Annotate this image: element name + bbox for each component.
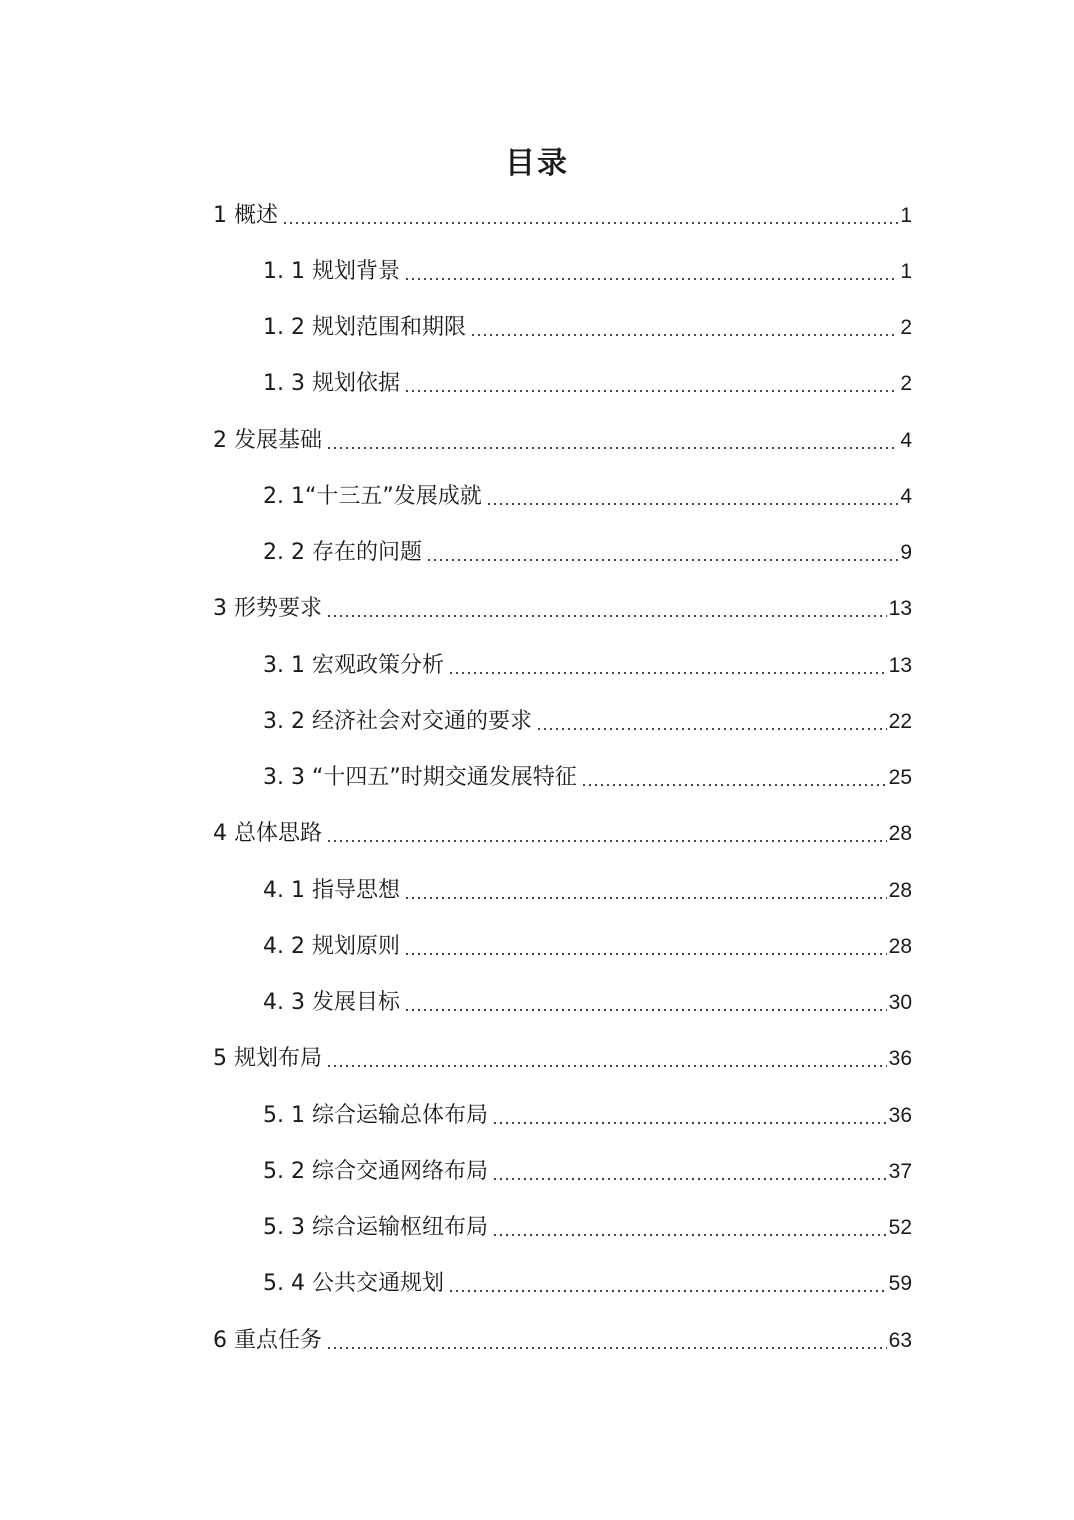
toc-entry[interactable]	[263, 927, 912, 967]
toc-dot-leader	[486, 503, 899, 505]
toc-dot-leader	[404, 897, 887, 899]
toc-page-number: 30	[888, 991, 912, 1014]
toc-entry[interactable]	[213, 1039, 912, 1079]
toc-page-number: 4	[900, 485, 912, 508]
toc-dot-leader	[536, 728, 887, 730]
page-title: 目录	[505, 146, 569, 181]
toc-entry-label: 3. 2 经济社会对交通的要求	[263, 709, 532, 734]
toc-entry[interactable]	[263, 252, 912, 292]
toc-dot-leader	[426, 559, 898, 561]
toc-page-number: 52	[888, 1216, 912, 1239]
toc-dot-leader	[492, 1122, 887, 1124]
toc-entry-label: 4. 2 规划原则	[263, 934, 400, 959]
toc-page-number: 28	[888, 879, 912, 902]
toc-page-number: 25	[888, 766, 912, 789]
toc-entry[interactable]	[263, 758, 912, 798]
toc-dot-leader	[448, 672, 887, 674]
toc-entry[interactable]	[263, 364, 912, 404]
toc-page-number: 36	[888, 1104, 912, 1127]
toc-entry-label: 3. 3 “十四五”时期交通发展特征	[263, 765, 577, 790]
toc-entry-label: 6 重点任务	[213, 1328, 322, 1353]
toc-dot-leader	[492, 1178, 887, 1180]
toc-entry-label: 5. 3 综合运输枢纽布局	[263, 1215, 488, 1240]
toc-dot-leader	[448, 1290, 887, 1292]
toc-entry[interactable]	[263, 1096, 912, 1136]
toc-dot-leader	[326, 840, 887, 842]
toc-entry[interactable]	[263, 646, 912, 686]
toc-entry-label: 2. 2 存在的问题	[263, 540, 422, 565]
toc-entry[interactable]	[263, 1208, 912, 1248]
toc-entry[interactable]	[263, 308, 912, 348]
toc-dot-leader	[404, 953, 887, 955]
toc-entry-label: 4. 1 指导思想	[263, 878, 400, 903]
toc-entry-label: 5 规划布局	[213, 1046, 322, 1071]
toc-entry[interactable]	[263, 871, 912, 911]
toc-page-number: 9	[900, 541, 912, 564]
toc-entry[interactable]	[263, 533, 912, 573]
toc-entry[interactable]	[263, 1152, 912, 1192]
toc-entry-label: 5. 4 公共交通规划	[263, 1271, 444, 1296]
toc-page-number: 1	[900, 204, 912, 227]
toc-entry-label: 3 形势要求	[213, 596, 322, 621]
toc-dot-leader	[282, 222, 898, 224]
toc-entry[interactable]	[213, 196, 912, 236]
toc-dot-leader	[581, 784, 887, 786]
toc-dot-leader	[404, 390, 898, 392]
toc-page-number: 1	[900, 260, 912, 283]
toc-entry-label: 2. 1“十三五”发展成就	[263, 484, 482, 509]
toc-entry-label: 5. 2 综合交通网络布局	[263, 1159, 488, 1184]
toc-entry[interactable]	[263, 983, 912, 1023]
toc-dot-leader	[326, 615, 887, 617]
toc-entry[interactable]	[263, 1264, 912, 1304]
toc-dot-leader	[492, 1234, 887, 1236]
toc-dot-leader	[404, 278, 898, 280]
toc-page-number: 28	[888, 822, 912, 845]
toc-page-number: 36	[888, 1047, 912, 1070]
toc-entry[interactable]	[213, 1321, 912, 1361]
toc-page-number: 28	[888, 935, 912, 958]
toc-entry-label: 1 概述	[213, 203, 278, 228]
toc-entry-label: 1. 3 规划依据	[263, 371, 400, 396]
toc-dot-leader	[326, 447, 898, 449]
toc-entry[interactable]	[263, 702, 912, 742]
toc-page-number: 22	[888, 710, 912, 733]
toc-entry-label: 4. 3 发展目标	[263, 990, 400, 1015]
toc-page-number: 2	[900, 372, 912, 395]
toc-page-number: 4	[900, 429, 912, 452]
toc-page-number: 37	[888, 1160, 912, 1183]
toc-dot-leader	[404, 1009, 887, 1011]
toc-page-number: 13	[888, 654, 912, 677]
toc-entry-label: 1. 1 规划背景	[263, 259, 400, 284]
toc-entry-label: 5. 1 综合运输总体布局	[263, 1103, 488, 1128]
toc-entry[interactable]	[213, 589, 912, 629]
toc-entry[interactable]	[263, 477, 912, 517]
toc-entry-label: 4 总体思路	[213, 821, 322, 846]
toc-dot-leader	[326, 1065, 887, 1067]
toc-entry-label: 3. 1 宏观政策分析	[263, 653, 444, 678]
toc-page-number: 59	[888, 1272, 912, 1295]
toc-entry-label: 2 发展基础	[213, 428, 322, 453]
toc-dot-leader	[470, 334, 898, 336]
toc-page-number: 2	[900, 316, 912, 339]
toc-dot-leader	[326, 1347, 887, 1349]
toc-page-number: 63	[888, 1329, 912, 1352]
toc-entry[interactable]	[213, 421, 912, 461]
toc-entry[interactable]	[213, 814, 912, 854]
toc-page-number: 13	[888, 597, 912, 620]
toc-entry-label: 1. 2 规划范围和期限	[263, 315, 466, 340]
